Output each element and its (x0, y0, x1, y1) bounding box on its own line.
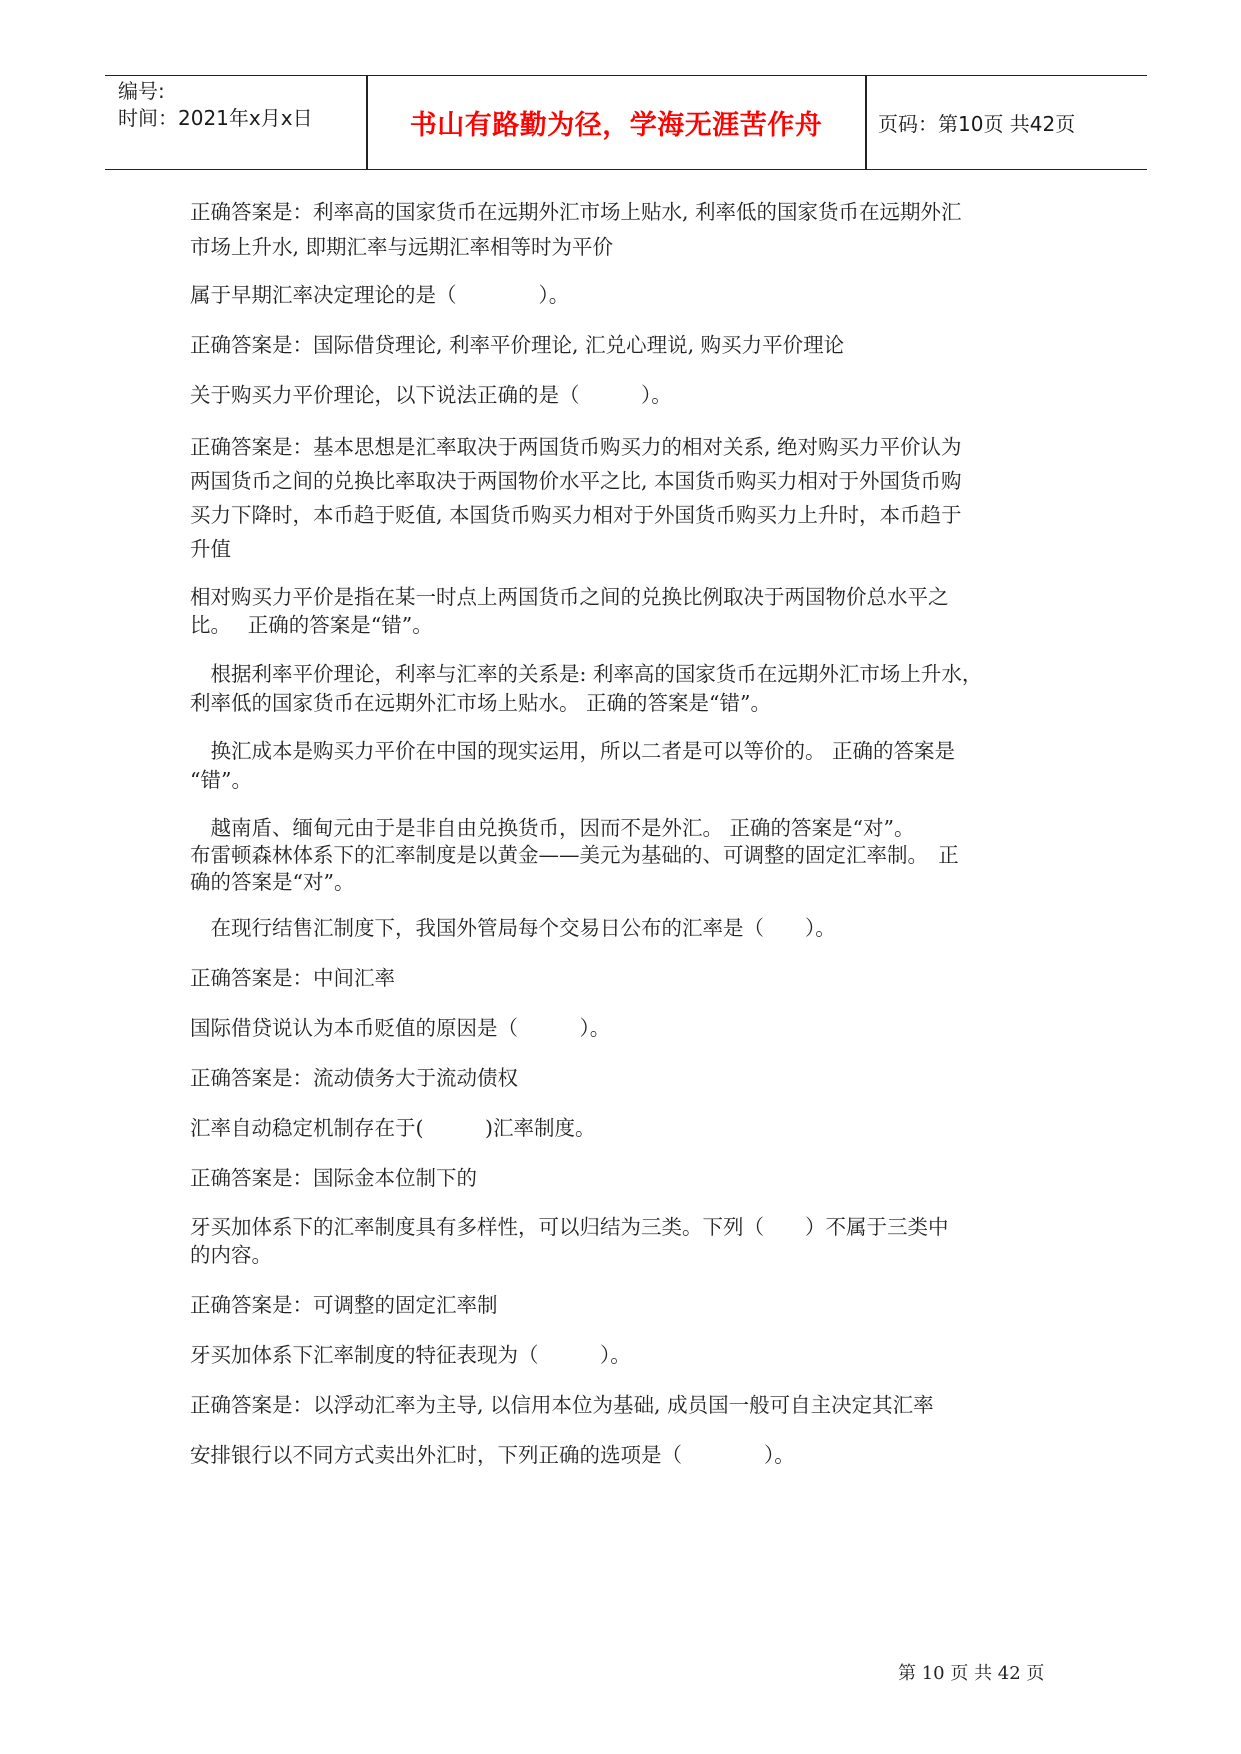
paragraph (190, 1440, 1066, 1470)
text-line: 正确答案是：流动债务大于流动债权 (190, 1066, 518, 1090)
paragraph (190, 1113, 1066, 1143)
text-line: 的内容。 (190, 1243, 272, 1267)
text-line: 升值 (190, 537, 231, 561)
paragraph (190, 280, 1066, 310)
text-line: 关于购买力平价理论，以下说法正确的是（ ）。 (190, 383, 672, 407)
text-line: 确的答案是“对”。 (190, 870, 355, 894)
header-meta (118, 78, 313, 132)
text-line: 正确答案是：基本思想是汇率取决于两国货币购买力的相对关系, 绝对购买力平价认为 (190, 435, 962, 459)
paragraph (190, 1013, 1066, 1043)
text-line: 正确答案是：国际金本位制下的 (190, 1166, 477, 1190)
text-line: 越南盾、缅甸元由于是非自由兑换货币，因而不是外汇。 正确的答案是“对”。 (190, 816, 915, 840)
paragraph (190, 660, 1066, 718)
text-line: 正确答案是：可调整的固定汇率制 (190, 1293, 498, 1317)
header-page-info: 页码：第10页 共42页 (878, 112, 1076, 136)
paragraph (190, 963, 1066, 993)
text-line: 换汇成本是购买力平价在中国的现实运用，所以二者是可以等价的。 正确的答案是 (190, 739, 956, 763)
header-motto: 书山有路勤为径，学海无涯苦作舟 (409, 110, 823, 141)
paragraph (190, 913, 1066, 943)
text-line: 牙买加体系下的汇率制度具有多样性，可以归结为三类。下列（ ）不属于三类中 (190, 1215, 949, 1239)
paragraph (190, 330, 1066, 360)
text-line: 安排银行以不同方式卖出外汇时，下列正确的选项是（ ）。 (190, 1443, 795, 1467)
paragraph (190, 1340, 1066, 1370)
paragraph (190, 1163, 1066, 1193)
paragraph (190, 737, 1066, 795)
paragraph (190, 1213, 1066, 1269)
text-line: 利率低的国家货币在远期外汇市场上贴水。 正确的答案是“错”。 (190, 691, 771, 715)
document-header (105, 75, 1147, 170)
text-line: 根据利率平价理论，利率与汇率的关系是: 利率高的国家货币在远期外汇市场上升水， (190, 662, 983, 686)
text-line: 牙买加体系下汇率制度的特征表现为（ ）。 (190, 1343, 631, 1367)
text-line: “错”。 (190, 768, 252, 792)
page-footer: 第 10 页 共 42 页 (898, 1663, 1045, 1684)
text-line: 布雷顿森林体系下的汇率制度是以黄金——美元为基础的、可调整的固定汇率制。 正 (190, 843, 959, 867)
header-divider (366, 76, 368, 169)
paragraph (190, 195, 1066, 265)
time-label: 时间：2021年x月x日 (118, 106, 313, 130)
text-line: 正确答案是：国际借贷理论, 利率平价理论, 汇兑心理说, 购买力平价理论 (190, 333, 845, 357)
text-line: 国际借贷说认为本币贬值的原因是（ ）。 (190, 1016, 611, 1040)
serial-label: 编号: (118, 79, 165, 103)
text-line: 买力下降时，本币趋于贬值, 本国货币购买力相对于外国货币购买力上升时，本币趋于 (190, 503, 962, 527)
text-line: 在现行结售汇制度下，我国外管局每个交易日公布的汇率是（ ）。 (190, 916, 836, 940)
text-line: 比。 正确的答案是“错”。 (190, 613, 433, 637)
paragraph (190, 1290, 1066, 1320)
text-line: 正确答案是：利率高的国家货币在远期外汇市场上贴水, 利率低的国家货币在远期外汇 (190, 200, 962, 224)
header-divider (865, 76, 867, 169)
paragraph (190, 815, 1066, 896)
text-line: 市场上升水, 即期汇率与远期汇率相等时为平价 (190, 235, 614, 259)
paragraph (190, 1063, 1066, 1093)
paragraph (190, 430, 1066, 566)
text-line: 两国货币之间的兑换比率取决于两国物价水平之比, 本国货币购买力相对于外国货币购 (190, 469, 962, 493)
text-line: 汇率自动稳定机制存在于( )汇率制度。 (190, 1116, 596, 1140)
paragraph (190, 1390, 1066, 1420)
text-line: 相对购买力平价是指在某一时点上两国货币之间的兑换比例取决于两国物价总水平之 (190, 585, 949, 609)
text-line: 正确答案是：以浮动汇率为主导, 以信用本位为基础, 成员国一般可自主决定其汇率 (190, 1393, 934, 1417)
paragraph (190, 583, 1066, 639)
paragraph (190, 380, 1066, 410)
text-line: 属于早期汇率决定理论的是（ ）。 (190, 283, 570, 307)
text-line: 正确答案是：中间汇率 (190, 966, 395, 990)
